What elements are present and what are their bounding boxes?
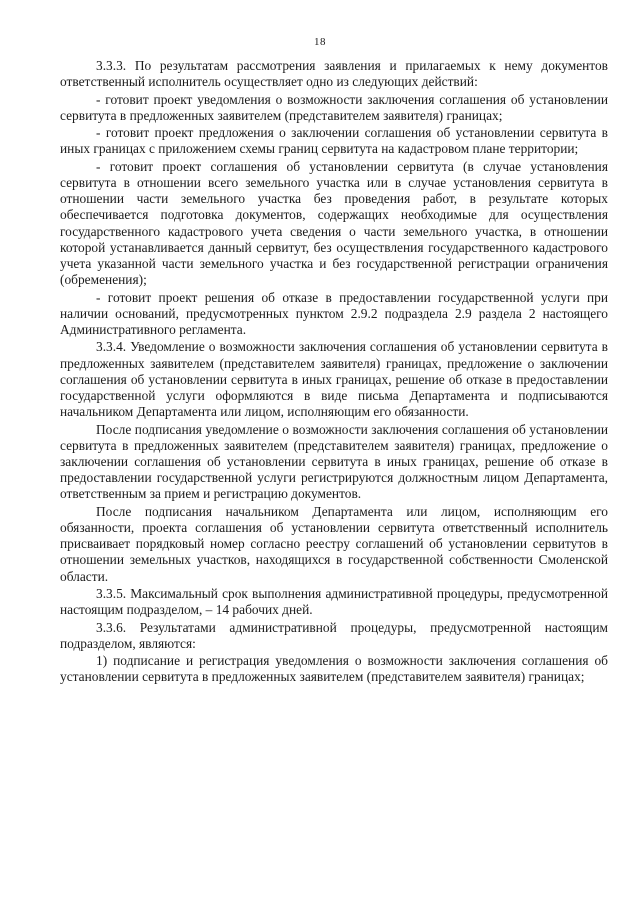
paragraph-after-signing: После подписания уведомление о возможности заключения соглашения об установлении сервитута в предложенных заявителем (представителем заявителя) границах, предложение о заключении соглашения об установлении сервитута в иных границах, решение об отказе в предоставлении государственной услуги регистрируются должностным лицом Департамента, ответственным за прием и регистрацию документов.	[60, 421, 608, 502]
paragraph-3-3-6: 3.3.6. Результатами административной процедуры, предусмотренной настоящим подразделом, являются:	[60, 619, 608, 651]
paragraph-3-3-3: 3.3.3. По результатам рассмотрения заявления и прилагаемых к нему документов ответственный исполнитель осуществляет одно из следующих действий:	[60, 58, 608, 90]
result-item-1: 1) подписание и регистрация уведомления о возможности заключения соглашения об установлении сервитута в предложенных заявителем (представителем заявителя) границах;	[60, 653, 608, 685]
list-item-agreement-draft: - готовит проект соглашения об установлении сервитута (в случае установления сервитута в отношении всего земельного участка или в случае установления сервитута в отношении части земельного участка без проведения работ, в результате которых обеспечивается подготовка документов, содержащих необходимые для осуществления государственного кадастрового учета сведения о части земельного участка, в отношении которой устанавливается данный сервитут, без осуществления государственного кадастрового учета указанной части земельного участка и без государственной регистрации ограничения (обременения);	[60, 158, 608, 288]
list-item-proposal-draft: - готовит проект предложения о заключении соглашения об установлении сервитута в иных границах с приложением схемы границ сервитута на кадастровом плане территории;	[60, 125, 608, 157]
list-item-notification-draft: - готовит проект уведомления о возможности заключения соглашения об установлении сервитута в предложенных заявителем (представителем заявителя) границах;	[60, 91, 608, 123]
page-number: 18	[314, 36, 326, 48]
paragraph-3-3-5: 3.3.5. Максимальный срок выполнения административной процедуры, предусмотренной настоящим подразделом, – 14 рабочих дней.	[60, 586, 608, 618]
paragraph-agreement-numbering: После подписания начальником Департамента или лицом, исполняющим его обязанности, проекта соглашения об установлении сервитута ответственный исполнитель присваивает порядковый номер согласно реестру соглашений об установлении сервитутов в отношении земельных участков, находящихся в государственной собственности Смоленской области.	[60, 503, 608, 584]
list-item-refusal-draft: - готовит проект решения об отказе в предоставлении государственной услуги при наличии оснований, предусмотренных пунктом 2.9.2 подраздела 2.9 раздела 2 настоящего Административного регламента.	[60, 289, 608, 337]
paragraph-3-3-4: 3.3.4. Уведомление о возможности заключения соглашения об установлении сервитута в предложенных заявителем (представителем заявителя) границах, предложение о заключении соглашения об установлении сервитута в иных границах, решение об отказе в предоставлении государственной услуги оформляются в виде письма Департамента и подписываются начальником Департамента или лицом, исполняющим его обязанности.	[60, 339, 608, 420]
document-body	[60, 58, 608, 687]
